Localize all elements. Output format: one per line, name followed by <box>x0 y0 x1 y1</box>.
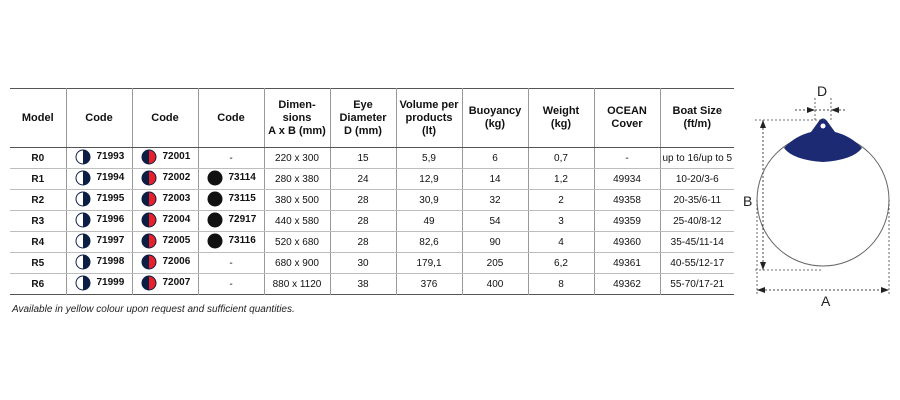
white-navy-half-circle-icon <box>75 149 91 165</box>
code-value: 73116 <box>228 235 256 246</box>
cell-buoyancy: 54 <box>462 211 528 232</box>
label-a: A <box>821 293 831 309</box>
footnote: Available in yellow colour upon request and sufficient quantities. <box>12 304 295 315</box>
code-value: 72005 <box>162 235 191 246</box>
header-ocean-cover <box>594 89 660 148</box>
cell-weight: 2 <box>528 190 594 211</box>
header-line: sions <box>282 111 312 124</box>
header-line: Dimen- <box>278 98 316 111</box>
header-line: Model <box>21 111 54 124</box>
cell-buoyancy: 205 <box>462 253 528 274</box>
header-line: Boat Size <box>672 105 723 117</box>
buoy-eye <box>821 124 826 129</box>
code-value: 72001 <box>162 151 191 162</box>
header-model <box>10 89 66 148</box>
code-value: 72007 <box>162 277 191 288</box>
cell-code-navy-red <box>132 169 198 190</box>
cell-dimensions: 220 x 300 <box>264 148 330 169</box>
code-value: 73115 <box>228 193 256 204</box>
cell-code-black <box>198 169 264 190</box>
header-line: Code <box>85 111 113 124</box>
table-row <box>10 190 734 211</box>
cell-model: R0 <box>10 148 66 169</box>
cell-ocean-cover: 49360 <box>594 232 660 253</box>
header-line: Eye <box>353 98 373 111</box>
header-line: Code <box>151 111 179 124</box>
cell-weight: 0,7 <box>528 148 594 169</box>
code-value: 72917 <box>228 214 257 225</box>
cell-boat-size: 40-55/12-17 <box>660 253 734 274</box>
cell-ocean-cover: 49934 <box>594 169 660 190</box>
white-navy-half-circle-icon <box>75 212 91 228</box>
header-line: (ft/m) <box>683 118 711 130</box>
code-value: 71996 <box>96 214 125 225</box>
a-arrow-left-icon <box>757 287 765 293</box>
cell-model: R1 <box>10 169 66 190</box>
header-line: products <box>405 111 453 124</box>
table-header-row <box>10 89 734 148</box>
table-body <box>10 148 734 295</box>
header-line: Code <box>217 111 245 124</box>
cell-code-navy-red <box>132 253 198 274</box>
label-d: D <box>817 83 828 99</box>
header-code-2 <box>132 89 198 148</box>
cell-code-white-navy <box>66 232 132 253</box>
b-arrow-top-icon <box>760 120 766 128</box>
header-line: OCEAN <box>607 105 647 117</box>
cell-code-black: - <box>198 274 264 295</box>
cell-volume: 5,9 <box>396 148 462 169</box>
cell-code-black <box>198 211 264 232</box>
cell-code-navy-red <box>132 274 198 295</box>
cell-ocean-cover: 49359 <box>594 211 660 232</box>
cell-dimensions: 880 x 1120 <box>264 274 330 295</box>
cell-code-black <box>198 232 264 253</box>
cell-code-white-navy <box>66 169 132 190</box>
header-line: Weight <box>542 105 580 117</box>
header-line: Volume per <box>399 98 459 111</box>
cell-eye-diameter: 28 <box>330 190 396 211</box>
code-value: 71993 <box>96 151 125 162</box>
cell-volume: 179,1 <box>396 253 462 274</box>
code-value: 72004 <box>162 214 191 225</box>
table-row <box>10 169 734 190</box>
black-circle-icon <box>207 191 223 207</box>
a-arrow-right-icon <box>881 287 889 293</box>
cell-eye-diameter: 30 <box>330 253 396 274</box>
cell-code-black: - <box>198 253 264 274</box>
cell-model: R6 <box>31 278 45 290</box>
header-line: Cover <box>611 118 643 130</box>
header-boat-size <box>660 89 734 148</box>
cell-boat-size: 20-35/6-11 <box>660 190 734 211</box>
navy-red-half-circle-icon <box>141 170 157 186</box>
cell-ocean-cover: 49361 <box>594 253 660 274</box>
header-volume <box>396 89 462 148</box>
white-navy-half-circle-icon <box>75 233 91 249</box>
code-value: 72006 <box>162 256 191 267</box>
header-eye-diameter <box>330 89 396 148</box>
white-navy-half-circle-icon <box>75 170 91 186</box>
cell-buoyancy: 14 <box>462 169 528 190</box>
header-line: Buoyancy <box>468 105 522 117</box>
label-b: B <box>743 193 753 209</box>
header-code-1 <box>66 89 132 148</box>
table-row <box>10 211 734 232</box>
cell-ocean-cover: 49358 <box>594 190 660 211</box>
cell-code-navy-red <box>132 232 198 253</box>
header-line: (kg) <box>484 118 506 130</box>
white-navy-half-circle-icon <box>75 191 91 207</box>
cell-dimensions: 380 x 500 <box>264 190 330 211</box>
cell-volume: 376 <box>396 274 462 295</box>
cell-code-white-navy <box>66 274 132 295</box>
cell-code-black <box>198 190 264 211</box>
navy-red-half-circle-icon <box>141 275 157 291</box>
header-line: Diameter <box>339 111 387 124</box>
cell-volume: 12,9 <box>396 169 462 190</box>
cell-code-white-navy <box>66 190 132 211</box>
cell-buoyancy: 400 <box>462 274 528 295</box>
code-value: 72003 <box>162 193 191 204</box>
white-navy-half-circle-icon <box>75 275 91 291</box>
cell-eye-diameter: 28 <box>330 232 396 253</box>
cell-eye-diameter: 24 <box>330 169 396 190</box>
header-code-3 <box>198 89 264 148</box>
header-line: A x B (mm) <box>268 124 326 137</box>
cell-buoyancy: 6 <box>462 148 528 169</box>
cell-volume: 49 <box>396 211 462 232</box>
cell-code-navy-red <box>132 148 198 169</box>
cell-eye-diameter: 28 <box>330 211 396 232</box>
table-row <box>10 148 734 169</box>
code-value: 71995 <box>96 193 125 204</box>
cell-weight: 1,2 <box>528 169 594 190</box>
header-buoyancy <box>462 89 528 148</box>
cell-model: R5 <box>10 253 66 274</box>
cell-boat-size: 10-20/3-6 <box>660 169 734 190</box>
navy-red-half-circle-icon <box>141 212 157 228</box>
cell-dimensions: 520 x 680 <box>264 232 330 253</box>
table-row <box>10 232 734 253</box>
header-line: (kg) <box>550 118 572 130</box>
cell-eye-diameter: 15 <box>330 148 396 169</box>
cell-weight: 3 <box>528 211 594 232</box>
cell-model: R2 <box>10 190 66 211</box>
cell-weight: 4 <box>528 232 594 253</box>
cell-model: R4 <box>10 232 66 253</box>
cell-model: R3 <box>10 211 66 232</box>
white-navy-half-circle-icon <box>75 254 91 270</box>
cell-eye-diameter: 38 <box>330 274 396 295</box>
table-row <box>10 274 734 295</box>
cell-volume: 30,9 <box>396 190 462 211</box>
navy-red-half-circle-icon <box>141 149 157 165</box>
buoy-diagram <box>735 80 895 310</box>
header-line: (lt) <box>421 124 437 137</box>
code-value: 71998 <box>96 256 125 267</box>
cell-code-black: - <box>198 148 264 169</box>
cell-code-white-navy <box>66 148 132 169</box>
cell-boat-size: 25-40/8-12 <box>660 211 734 232</box>
black-circle-icon <box>207 212 223 228</box>
cell-ocean-cover: - <box>594 148 660 169</box>
cell-boat-size: up to 16/up to 5 <box>660 148 734 169</box>
header-line: D (mm) <box>344 124 382 137</box>
cell-code-white-navy <box>66 211 132 232</box>
code-value: 71994 <box>96 172 125 183</box>
code-value: 71999 <box>96 277 125 288</box>
cell-code-navy-red <box>132 190 198 211</box>
cell-code-white-navy <box>66 253 132 274</box>
navy-red-half-circle-icon <box>141 191 157 207</box>
table-row <box>10 253 734 274</box>
cell-dimensions: 440 x 580 <box>264 211 330 232</box>
cell-dimensions: 280 x 380 <box>264 169 330 190</box>
cell-boat-size: 35-45/11-14 <box>660 232 734 253</box>
d-arrow-left-icon <box>807 107 815 113</box>
code-value: 71997 <box>96 235 125 246</box>
cell-weight: 6,2 <box>528 253 594 274</box>
cell-buoyancy: 32 <box>462 190 528 211</box>
cell-code-navy-red <box>132 211 198 232</box>
header-weight <box>528 89 594 148</box>
cell-dimensions: 680 x 900 <box>264 253 330 274</box>
navy-red-half-circle-icon <box>141 254 157 270</box>
black-circle-icon <box>207 233 223 249</box>
header-dimensions <box>264 89 330 148</box>
cell-buoyancy: 90 <box>462 232 528 253</box>
b-arrow-bottom-icon <box>760 262 766 270</box>
cell-ocean-cover: 49362 <box>594 274 660 295</box>
cell-weight: 8 <box>528 274 594 295</box>
black-circle-icon <box>207 170 223 186</box>
cell-volume: 82,6 <box>396 232 462 253</box>
cell-boat-size: 55-70/17-21 <box>660 274 734 295</box>
code-value: 72002 <box>162 172 191 183</box>
specification-table <box>10 88 734 295</box>
navy-red-half-circle-icon <box>141 233 157 249</box>
d-arrow-right-icon <box>831 107 839 113</box>
code-value: 73114 <box>228 172 256 183</box>
